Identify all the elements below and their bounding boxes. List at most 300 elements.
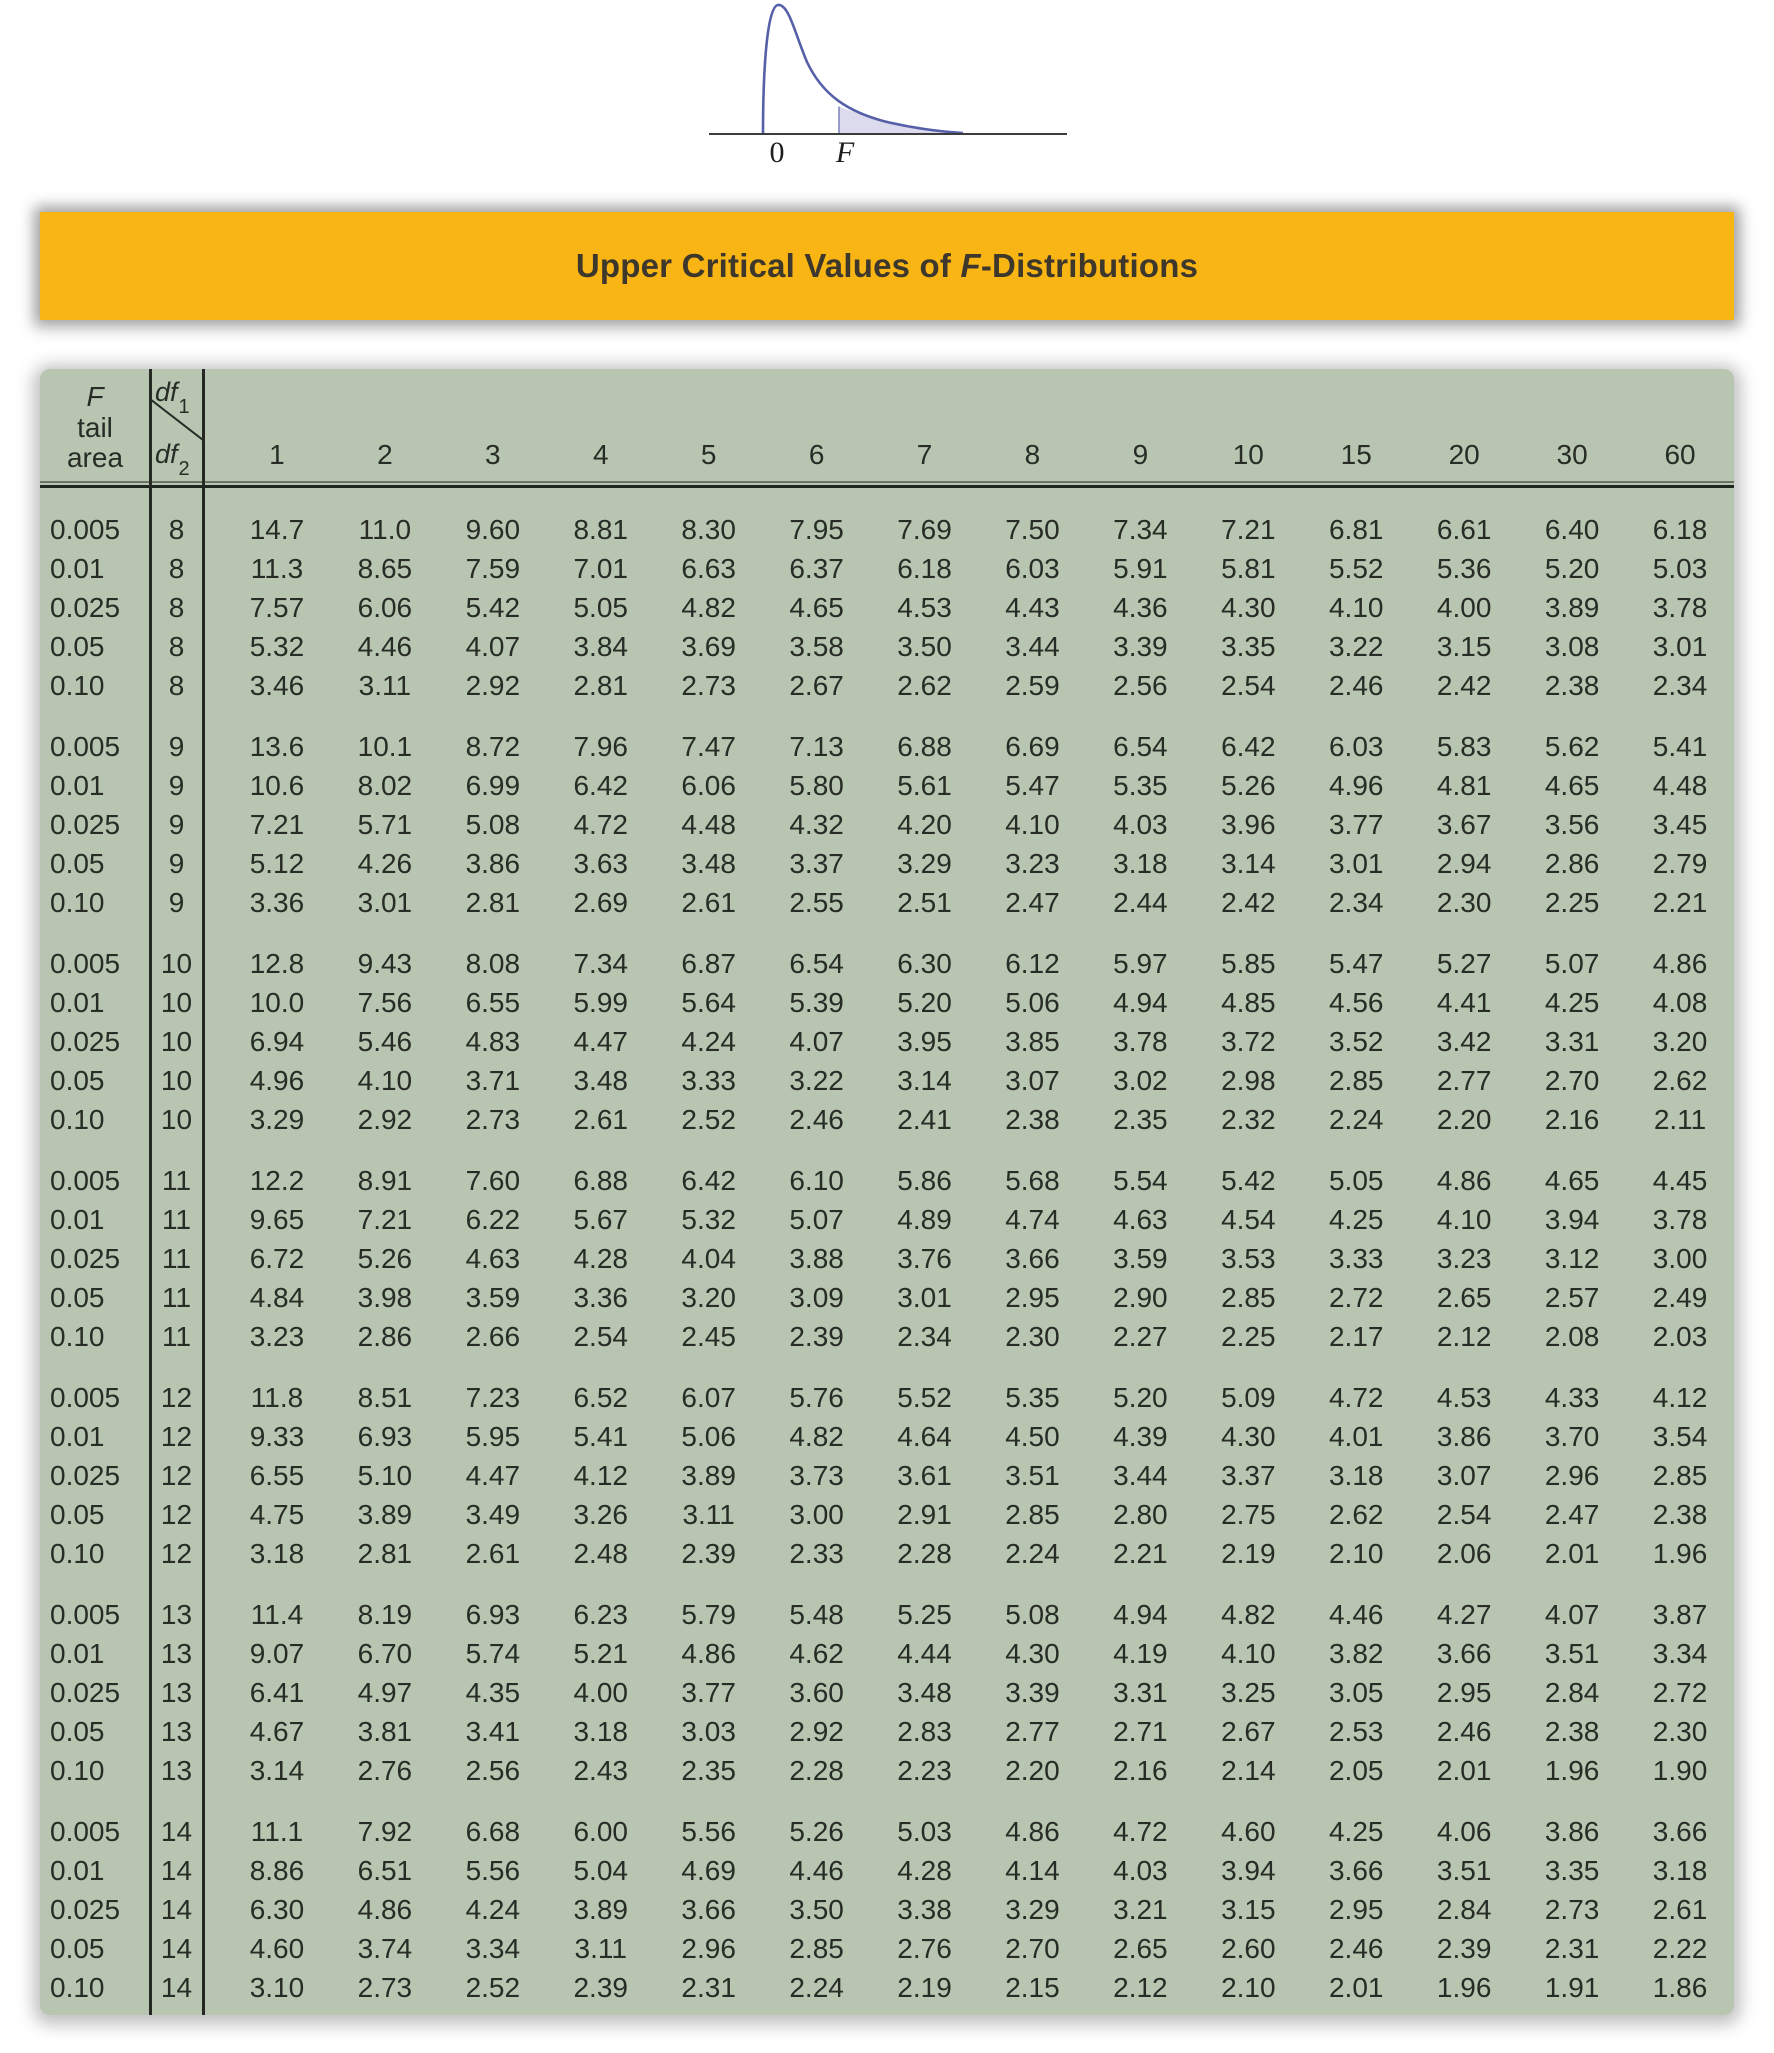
critical-value-cell: 2.67 xyxy=(1221,1715,1276,1747)
critical-value-cell: 2.30 xyxy=(1436,886,1492,918)
critical-value-cell: 7.60 xyxy=(465,1164,521,1196)
df2-cell: 10 xyxy=(160,986,193,1018)
critical-value-cell: 2.24 xyxy=(789,1971,844,2003)
critical-value-cell: 2.67 xyxy=(789,669,844,701)
critical-value-cell: 7.21 xyxy=(249,808,305,840)
critical-value-cell: 2.86 xyxy=(1544,847,1600,879)
critical-value-cell: 3.86 xyxy=(465,847,521,879)
critical-value-cell: 3.61 xyxy=(897,1459,952,1491)
critical-value-cell: 3.15 xyxy=(1436,630,1492,662)
critical-value-cell: 5.27 xyxy=(1436,947,1492,979)
critical-value-cell: 2.25 xyxy=(1221,1320,1276,1352)
tail-area-cell: 0.005 xyxy=(50,513,121,545)
df2-cell: 8 xyxy=(168,552,185,584)
critical-value-cell: 2.54 xyxy=(573,1320,628,1352)
critical-value-cell: 3.31 xyxy=(1544,1025,1600,1057)
df1-column-header: 1 xyxy=(269,439,285,470)
critical-value-cell: 5.35 xyxy=(1113,769,1168,801)
table-row xyxy=(40,1278,1734,1317)
critical-value-cell: 9.33 xyxy=(249,1420,305,1452)
critical-value-cell: 3.44 xyxy=(1113,1459,1168,1491)
critical-value-cell: 4.30 xyxy=(1221,1420,1276,1452)
critical-value-cell: 7.34 xyxy=(573,947,628,979)
tail-area-cell: 0.10 xyxy=(50,669,105,701)
critical-value-cell: 4.47 xyxy=(573,1025,628,1057)
critical-value-cell: 4.12 xyxy=(573,1459,628,1491)
table-row xyxy=(40,510,1734,549)
f-table-body xyxy=(40,510,1734,2007)
critical-value-cell: 3.60 xyxy=(789,1676,844,1708)
df1-column-header: 4 xyxy=(592,439,609,470)
table-row xyxy=(40,805,1734,844)
critical-value-cell: 7.34 xyxy=(1113,513,1168,545)
critical-value-cell: 2.03 xyxy=(1652,1320,1708,1352)
df1-column-header: 2 xyxy=(377,439,393,470)
tail-area-cell: 0.005 xyxy=(50,1381,121,1413)
critical-value-cell: 2.24 xyxy=(1005,1537,1060,1569)
df1-label: $df_1$ xyxy=(155,377,190,419)
critical-value-cell: 4.54 xyxy=(1221,1203,1276,1235)
critical-value-cell: 2.92 xyxy=(357,1103,413,1135)
critical-value-cell: 2.73 xyxy=(465,1103,521,1135)
table-row xyxy=(40,766,1734,805)
critical-value-cell: 2.73 xyxy=(681,669,736,701)
table-row xyxy=(40,1022,1734,1061)
df2-cell: 9 xyxy=(168,808,185,840)
critical-value-cell: 3.76 xyxy=(897,1242,952,1274)
critical-value-cell: 4.81 xyxy=(1436,769,1492,801)
critical-value-cell: 4.60 xyxy=(249,1932,305,1964)
critical-value-cell: 7.01 xyxy=(573,552,628,584)
critical-value-cell: 3.89 xyxy=(357,1498,413,1530)
critical-value-cell: 2.84 xyxy=(1436,1893,1492,1925)
critical-value-cell: 2.30 xyxy=(1005,1320,1060,1352)
critical-value-cell: 7.95 xyxy=(789,513,844,545)
critical-value-cell: 10.0 xyxy=(249,986,305,1018)
critical-value-cell: 7.96 xyxy=(573,730,628,762)
critical-value-cell: 3.09 xyxy=(789,1281,844,1313)
critical-value-cell: 3.36 xyxy=(249,886,305,918)
df2-cell: 9 xyxy=(168,730,185,762)
critical-value-cell: 4.86 xyxy=(357,1893,413,1925)
critical-value-cell: 3.37 xyxy=(1221,1459,1276,1491)
df2-cell: 13 xyxy=(160,1676,193,1708)
critical-value-cell: 4.46 xyxy=(789,1854,844,1886)
critical-value-cell: 5.09 xyxy=(1221,1381,1276,1413)
critical-value-cell: 2.86 xyxy=(357,1320,413,1352)
critical-value-cell: 3.42 xyxy=(1436,1025,1492,1057)
critical-value-cell: 5.08 xyxy=(1005,1598,1060,1630)
critical-value-cell: 2.01 xyxy=(1436,1754,1492,1786)
critical-value-cell: 2.96 xyxy=(681,1932,736,1964)
critical-value-cell: 4.89 xyxy=(897,1203,952,1235)
critical-value-cell: 3.39 xyxy=(1113,630,1168,662)
critical-value-cell: 4.53 xyxy=(897,591,952,623)
critical-value-cell: 2.85 xyxy=(1652,1459,1708,1491)
critical-value-cell: 6.42 xyxy=(1221,730,1276,762)
critical-value-cell: 2.46 xyxy=(789,1103,844,1135)
tail-area-cell: 0.10 xyxy=(50,886,105,918)
df2-cell: 12 xyxy=(160,1537,193,1569)
critical-value-cell: 3.66 xyxy=(1652,1815,1708,1847)
critical-value-cell: 2.45 xyxy=(681,1320,736,1352)
critical-value-cell: 3.35 xyxy=(1221,630,1276,662)
critical-value-cell: 4.48 xyxy=(1652,769,1708,801)
critical-value-cell: 4.03 xyxy=(1113,1854,1168,1886)
critical-value-cell: 7.50 xyxy=(1005,513,1060,545)
critical-value-cell: 2.95 xyxy=(1436,1676,1492,1708)
df1-column-header: 3 xyxy=(485,439,501,470)
df2-cell: 10 xyxy=(160,947,193,979)
critical-value-cell: 4.65 xyxy=(789,591,844,623)
critical-value-cell: 8.02 xyxy=(357,769,413,801)
critical-value-cell: 3.45 xyxy=(1652,808,1708,840)
critical-value-cell: 2.34 xyxy=(1652,669,1708,701)
critical-value-cell: 7.69 xyxy=(897,513,952,545)
critical-value-cell: 3.26 xyxy=(573,1498,628,1530)
critical-value-cell: 3.37 xyxy=(789,847,844,879)
critical-value-cell: 3.11 xyxy=(358,669,412,701)
critical-value-cell: 2.77 xyxy=(1436,1064,1492,1096)
critical-value-cell: 10.6 xyxy=(249,769,305,801)
critical-value-cell: 5.20 xyxy=(897,986,952,1018)
critical-value-cell: 2.31 xyxy=(1544,1932,1600,1964)
critical-value-cell: 3.18 xyxy=(573,1715,628,1747)
critical-value-cell: 5.47 xyxy=(1328,947,1384,979)
critical-value-cell: 2.77 xyxy=(1005,1715,1060,1747)
df2-cell: 8 xyxy=(168,669,185,701)
critical-value-cell: 3.23 xyxy=(1005,847,1060,879)
tail-area-cell: 0.005 xyxy=(50,1164,121,1196)
critical-value-cell: 2.79 xyxy=(1652,847,1708,879)
critical-value-cell: 2.95 xyxy=(1328,1893,1384,1925)
critical-value-cell: 5.20 xyxy=(1113,1381,1168,1413)
df2-cell: 9 xyxy=(168,847,185,879)
critical-value-cell: 5.79 xyxy=(681,1598,736,1630)
table-row xyxy=(40,1495,1734,1534)
critical-value-cell: 2.32 xyxy=(1221,1103,1276,1135)
critical-value-cell: 2.39 xyxy=(681,1537,736,1569)
critical-value-cell: 4.10 xyxy=(1328,591,1384,623)
critical-value-cell: 6.12 xyxy=(1005,947,1060,979)
critical-value-cell: 4.41 xyxy=(1436,986,1492,1018)
critical-value-cell: 3.11 xyxy=(682,1498,735,1530)
critical-value-cell: 7.13 xyxy=(789,730,844,762)
table-row xyxy=(40,1812,1734,1851)
tail-area-cell: 0.005 xyxy=(50,730,121,762)
critical-value-cell: 2.27 xyxy=(1113,1320,1168,1352)
critical-value-cell: 5.85 xyxy=(1221,947,1276,979)
critical-value-cell: 3.23 xyxy=(249,1320,305,1352)
critical-value-cell: 5.07 xyxy=(789,1203,844,1235)
tail-area-cell: 0.01 xyxy=(50,769,105,801)
critical-value-cell: 3.78 xyxy=(1652,1203,1708,1235)
critical-value-cell: 4.50 xyxy=(1005,1420,1060,1452)
critical-value-cell: 3.88 xyxy=(789,1242,844,1274)
tail-area-cell: 0.05 xyxy=(50,630,105,662)
table-row xyxy=(40,1751,1734,1790)
critical-value-cell: 2.56 xyxy=(465,1754,521,1786)
table-row xyxy=(40,1378,1734,1417)
critical-value-cell: 3.66 xyxy=(1436,1637,1492,1669)
critical-value-cell: 4.10 xyxy=(1436,1203,1492,1235)
tail-area-cell: 0.025 xyxy=(50,591,121,623)
df2-cell: 8 xyxy=(168,630,185,662)
critical-value-cell: 3.08 xyxy=(1544,630,1600,662)
df2-cell: 12 xyxy=(160,1459,193,1491)
critical-value-cell: 3.77 xyxy=(681,1676,736,1708)
critical-value-cell: 4.06 xyxy=(1436,1815,1492,1847)
critical-value-cell: 3.48 xyxy=(573,1064,628,1096)
critical-value-cell: 2.61 xyxy=(681,886,736,918)
critical-value-cell: 3.22 xyxy=(789,1064,844,1096)
critical-value-cell: 2.60 xyxy=(1221,1932,1276,1964)
critical-value-cell: 12.2 xyxy=(249,1164,305,1196)
critical-value-cell: 2.06 xyxy=(1436,1537,1492,1569)
critical-value-cell: 3.72 xyxy=(1221,1025,1276,1057)
tail-area-cell: 0.10 xyxy=(50,1103,105,1135)
critical-value-cell: 9.07 xyxy=(249,1637,305,1669)
critical-value-cell: 3.10 xyxy=(249,1971,305,2003)
critical-value-cell: 4.32 xyxy=(789,808,844,840)
critical-value-cell: 3.58 xyxy=(789,630,844,662)
critical-value-cell: 6.51 xyxy=(357,1854,413,1886)
critical-value-cell: 3.94 xyxy=(1221,1854,1276,1886)
critical-value-cell: 2.81 xyxy=(357,1537,413,1569)
critical-value-cell: 1.91 xyxy=(1544,1971,1600,2003)
critical-value-cell: 2.42 xyxy=(1436,669,1492,701)
critical-value-cell: 2.85 xyxy=(1221,1281,1276,1313)
tail-area-cell: 0.05 xyxy=(50,1932,105,1964)
table-row xyxy=(40,588,1734,627)
critical-value-cell: 2.52 xyxy=(465,1971,521,2003)
critical-value-cell: 2.01 xyxy=(1328,1971,1384,2003)
critical-value-cell: 5.25 xyxy=(897,1598,952,1630)
critical-value-cell: 4.07 xyxy=(1544,1598,1600,1630)
critical-value-cell: 9.60 xyxy=(465,513,521,545)
critical-value-cell: 2.52 xyxy=(681,1103,736,1135)
critical-value-cell: 4.86 xyxy=(1652,947,1708,979)
critical-value-cell: 2.73 xyxy=(357,1971,413,2003)
critical-value-cell: 2.10 xyxy=(1328,1537,1384,1569)
density-curve xyxy=(763,5,963,134)
critical-value-cell: 4.25 xyxy=(1328,1203,1384,1235)
critical-value-cell: 2.62 xyxy=(1652,1064,1708,1096)
critical-value-cell: 3.38 xyxy=(897,1893,952,1925)
tail-area-cell: 0.025 xyxy=(50,1025,121,1057)
critical-value-cell: 3.66 xyxy=(1005,1242,1060,1274)
critical-value-cell: 2.21 xyxy=(1652,886,1708,918)
critical-value-cell: 3.95 xyxy=(897,1025,952,1057)
critical-value-cell: 3.29 xyxy=(1005,1893,1060,1925)
critical-value-cell: 4.86 xyxy=(1005,1815,1060,1847)
critical-value-cell: 4.07 xyxy=(465,630,521,662)
critical-value-cell: 3.78 xyxy=(1113,1025,1168,1057)
df2-cell: 11 xyxy=(161,1281,192,1313)
critical-value-cell: 2.65 xyxy=(1113,1932,1168,1964)
critical-value-cell: 5.08 xyxy=(465,808,521,840)
critical-value-cell: 11.1 xyxy=(250,1815,304,1847)
df2-cell: 13 xyxy=(160,1715,193,1747)
critical-value-cell: 6.03 xyxy=(1328,730,1384,762)
tail-area-cell: 0.025 xyxy=(50,1676,121,1708)
critical-value-cell: 2.16 xyxy=(1544,1103,1600,1135)
critical-value-cell: 6.88 xyxy=(573,1164,628,1196)
critical-value-cell: 3.66 xyxy=(1328,1854,1384,1886)
table-row xyxy=(40,1456,1734,1495)
critical-value-cell: 5.12 xyxy=(249,847,305,879)
critical-value-cell: 2.69 xyxy=(573,886,628,918)
critical-value-cell: 12.8 xyxy=(249,947,305,979)
df2-cell: 8 xyxy=(168,513,185,545)
critical-value-cell: 2.28 xyxy=(897,1537,952,1569)
critical-value-cell: 4.08 xyxy=(1652,986,1708,1018)
critical-value-cell: 3.03 xyxy=(681,1715,736,1747)
critical-value-cell: 4.64 xyxy=(897,1420,952,1452)
tail-area-cell: 0.10 xyxy=(50,1971,105,2003)
critical-value-cell: 5.68 xyxy=(1005,1164,1060,1196)
critical-value-cell: 4.44 xyxy=(897,1637,952,1669)
critical-value-cell: 5.95 xyxy=(465,1420,521,1452)
critical-value-cell: 9.43 xyxy=(357,947,413,979)
table-row xyxy=(40,1968,1734,2007)
critical-value-cell: 10.1 xyxy=(357,730,413,762)
critical-value-cell: 2.05 xyxy=(1328,1754,1384,1786)
table-row xyxy=(40,1851,1734,1890)
critical-value-cell: 2.21 xyxy=(1113,1537,1168,1569)
tail-area-cell: 0.01 xyxy=(50,986,105,1018)
critical-value-cell: 2.51 xyxy=(897,886,952,918)
critical-value-cell: 3.11 xyxy=(574,1932,627,1964)
critical-value-cell: 4.00 xyxy=(573,1676,628,1708)
df2-cell: 13 xyxy=(160,1598,193,1630)
critical-value-cell: 3.14 xyxy=(1221,847,1276,879)
critical-value-cell: 3.70 xyxy=(1544,1420,1600,1452)
critical-value-cell: 7.21 xyxy=(357,1203,413,1235)
critical-value-cell: 5.04 xyxy=(573,1854,628,1886)
table-row xyxy=(40,944,1734,983)
table-vertical-rule-right xyxy=(202,369,205,2015)
critical-value-cell: 4.94 xyxy=(1113,1598,1168,1630)
critical-value-cell: 3.86 xyxy=(1436,1420,1492,1452)
critical-value-cell: 3.50 xyxy=(789,1893,844,1925)
df2-cell: 10 xyxy=(160,1064,193,1096)
critical-value-cell: 2.38 xyxy=(1544,669,1600,701)
critical-value-cell: 4.03 xyxy=(1113,808,1168,840)
table-row xyxy=(40,1100,1734,1139)
critical-value-cell: 2.20 xyxy=(1005,1754,1060,1786)
critical-value-cell: 6.55 xyxy=(249,1459,305,1491)
corner-tail: tail xyxy=(77,411,113,443)
corner-f: F xyxy=(86,380,104,412)
table-row xyxy=(40,666,1734,705)
critical-value-cell: 4.25 xyxy=(1328,1815,1384,1847)
critical-value-cell: 11.3 xyxy=(250,552,304,584)
critical-value-cell: 3.21 xyxy=(1113,1893,1168,1925)
critical-value-cell: 2.30 xyxy=(1652,1715,1708,1747)
critical-value-cell: 5.41 xyxy=(1652,730,1708,762)
df2-cell: 13 xyxy=(160,1754,193,1786)
critical-value-cell: 3.73 xyxy=(789,1459,844,1491)
critical-value-cell: 6.40 xyxy=(1544,513,1600,545)
critical-value-cell: 3.74 xyxy=(357,1932,413,1964)
df2-cell: 14 xyxy=(160,1971,193,2003)
critical-value-cell: 4.36 xyxy=(1113,591,1168,623)
critical-value-cell: 4.28 xyxy=(897,1854,952,1886)
df2-cell: 11 xyxy=(161,1203,192,1235)
critical-value-cell: 3.82 xyxy=(1328,1637,1384,1669)
critical-value-cell: 2.94 xyxy=(1436,847,1492,879)
critical-value-cell: 2.11 xyxy=(1653,1103,1707,1135)
critical-value-cell: 2.28 xyxy=(789,1754,844,1786)
critical-value-cell: 6.88 xyxy=(897,730,952,762)
df1-column-header: 5 xyxy=(700,439,717,470)
critical-value-cell: 2.20 xyxy=(1436,1103,1492,1135)
critical-value-cell: 7.23 xyxy=(465,1381,521,1413)
critical-value-cell: 4.28 xyxy=(573,1242,628,1274)
critical-value-cell: 3.51 xyxy=(1436,1854,1492,1886)
critical-value-cell: 2.70 xyxy=(1544,1064,1600,1096)
critical-value-cell: 2.34 xyxy=(1328,886,1384,918)
critical-value-cell: 2.61 xyxy=(1652,1893,1708,1925)
table-row xyxy=(40,1890,1734,1929)
critical-value-cell: 2.98 xyxy=(1221,1064,1276,1096)
critical-value-cell: 2.49 xyxy=(1652,1281,1708,1313)
critical-value-cell: 8.91 xyxy=(357,1164,413,1196)
critical-value-cell: 2.81 xyxy=(573,669,628,701)
critical-value-cell: 3.20 xyxy=(681,1281,736,1313)
critical-value-cell: 2.47 xyxy=(1005,886,1060,918)
critical-value-cell: 2.17 xyxy=(1328,1320,1384,1352)
df2-cell: 12 xyxy=(160,1381,193,1413)
tail-area-cell: 0.01 xyxy=(50,1854,105,1886)
critical-value-cell: 3.07 xyxy=(1436,1459,1492,1491)
x-axis-zero-label: 0 xyxy=(769,136,785,166)
table-row xyxy=(40,1534,1734,1573)
critical-value-cell: 6.18 xyxy=(897,552,952,584)
f-distribution-figure xyxy=(0,0,1774,166)
critical-value-cell: 3.49 xyxy=(465,1498,521,1530)
critical-value-cell: 4.96 xyxy=(249,1064,305,1096)
critical-value-cell: 2.42 xyxy=(1221,886,1276,918)
critical-value-cell: 5.62 xyxy=(1544,730,1600,762)
critical-value-cell: 4.01 xyxy=(1328,1420,1384,1452)
critical-value-cell: 3.46 xyxy=(249,669,305,701)
critical-value-cell: 4.35 xyxy=(465,1676,521,1708)
df1-column-header: 60 xyxy=(1664,439,1696,470)
critical-value-cell: 2.61 xyxy=(465,1537,521,1569)
critical-value-cell: 2.65 xyxy=(1436,1281,1492,1313)
critical-value-cell: 2.38 xyxy=(1005,1103,1060,1135)
critical-value-cell: 3.25 xyxy=(1221,1676,1276,1708)
critical-value-cell: 6.93 xyxy=(465,1598,521,1630)
f-table xyxy=(40,369,1734,2015)
critical-value-cell: 2.15 xyxy=(1005,1971,1060,2003)
critical-value-cell: 1.86 xyxy=(1652,1971,1708,2003)
df1-column-header: 20 xyxy=(1448,439,1480,470)
critical-value-cell: 5.56 xyxy=(465,1854,521,1886)
critical-value-cell: 2.47 xyxy=(1544,1498,1600,1530)
critical-value-cell: 4.46 xyxy=(357,630,413,662)
tail-area-cell: 0.10 xyxy=(50,1537,105,1569)
table-row xyxy=(40,983,1734,1022)
critical-value-cell: 3.51 xyxy=(1005,1459,1060,1491)
critical-value-cell: 2.72 xyxy=(1328,1281,1384,1313)
critical-value-cell: 6.54 xyxy=(789,947,844,979)
critical-value-cell: 2.33 xyxy=(789,1537,844,1569)
critical-value-cell: 1.90 xyxy=(1652,1754,1708,1786)
critical-value-cell: 2.48 xyxy=(573,1537,628,1569)
